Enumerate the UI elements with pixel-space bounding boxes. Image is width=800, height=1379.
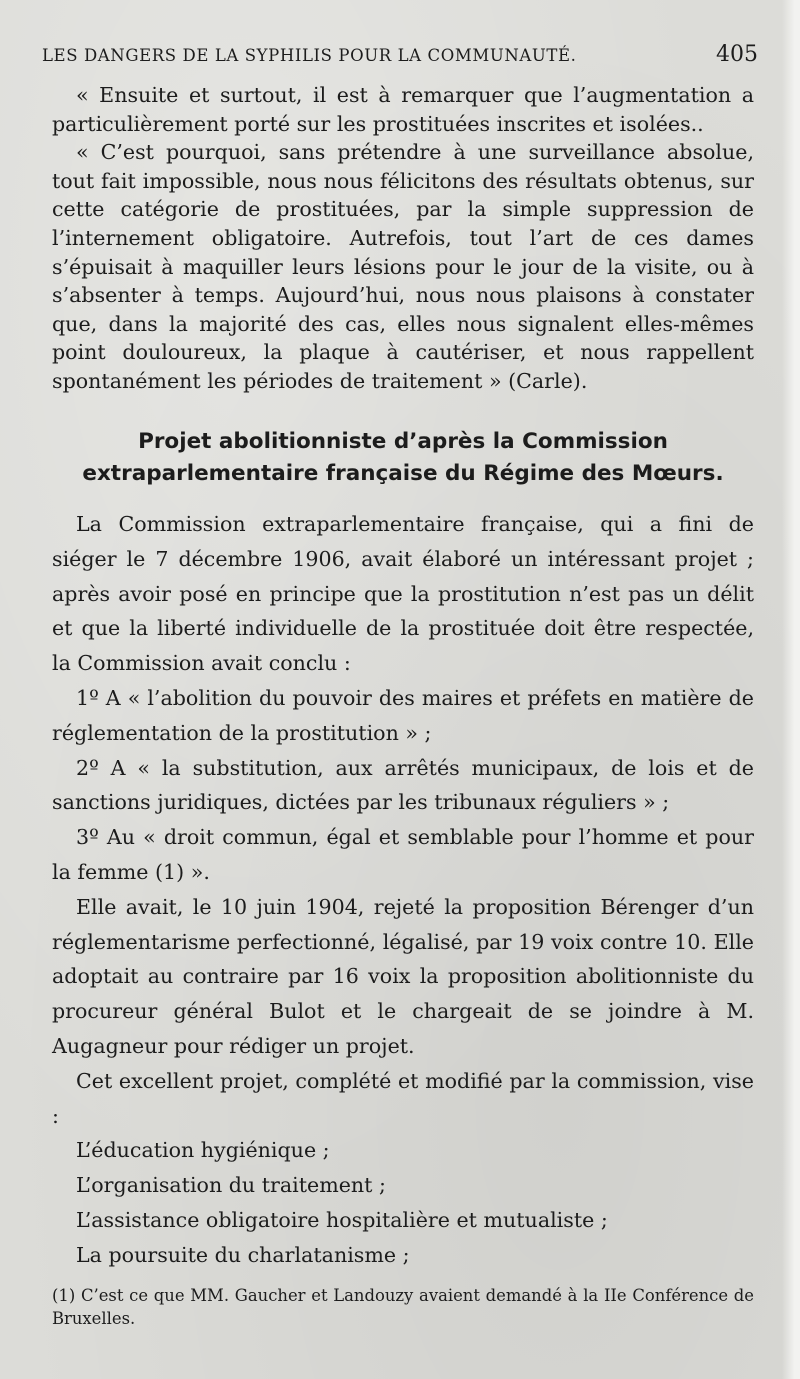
numbered-point: 1º A « l’abolition du pouvoir des maires et préfets en matière de réglementation de la prostitution » ; xyxy=(52,685,754,745)
list-item: L’éducation hygiénique ; xyxy=(76,1138,330,1163)
quote-paragraph: « Ensuite et surtout, il est à remarquer que l’augmentation a particulièrement porté sur les prostituées inscrites et isolées.. xyxy=(52,83,754,136)
numbered-point: 2º A « la substitution, aux arrêtés municipaux, de lois et de sanctions juridiques, dictées par les tribunaux réguliers » ; xyxy=(52,755,754,815)
running-title: LES DANGERS DE LA SYPHILIS POUR LA COMMUNAUTÉ. xyxy=(42,46,577,65)
section-heading-line: Projet abolitionniste d’après la Commission xyxy=(138,429,668,454)
list-item: L’assistance obligatoire hospitalière et mutualiste ; xyxy=(76,1207,608,1232)
body-paragraph: Elle avait, le 10 juin 1904, rejeté la proposition Bérenger d’un réglementarisme perfectionné, légalisé, par 19 voix contre 10. Elle adoptait au contraire par 16 voix la proposition abolitionniste du procureur général Bulot et le chargeait de se joindre à M. Augagneur pour rédiger un projet. xyxy=(52,894,754,1058)
footnote xyxy=(52,1284,754,1330)
quote-paragraph: « C’est pourquoi, sans prétendre à une surveillance absolue, tout fait impossible, nous nous félicitons des résultats obtenus, sur cette catégorie de prostituées, par la simple suppression de l’internement obligatoire. Autrefois, tout l’art de ces dames s’épuisait à maquiller leurs lésions pour le jour de la visite, ou à s’absenter à temps. Aujourd’hui, nous nous plaisons à constater que, dans la majorité des cas, elles nous signalent elles-mêmes point douloureux, la plaque à cautériser, et nous rappellent spontanément les périodes de traitement » (Carle). xyxy=(52,140,754,393)
section-heading-line: extraparlementaire française du Régime des Mœurs. xyxy=(82,461,724,486)
page-number: 405 xyxy=(716,42,758,67)
body-text xyxy=(52,507,754,1273)
body-paragraph: La Commission extraparlementaire française, qui a fini de siéger le 7 décembre 1906, avait élaboré un intéressant projet ; après avoir posé en principe que la prostitution n’est pas un délit et que la liberté individuelle de la prostituée doit être respectée, la Commission avait conclu : xyxy=(52,512,754,676)
list-item: L’organisation du traitement ; xyxy=(76,1173,386,1198)
section-heading xyxy=(52,426,754,490)
quoted-passage xyxy=(52,81,754,396)
body-paragraph: Cet excellent projet, complété et modifié par la commission, vise : xyxy=(52,1068,754,1128)
list-item: La poursuite du charlatanisme ; xyxy=(76,1242,410,1267)
footnote-text: (1) C’est ce que MM. Gaucher et Landouzy avaient demandé à la IIe Conférence de Bruxelles. xyxy=(52,1286,754,1328)
numbered-point: 3º Au « droit commun, égal et semblable pour l’homme et pour la femme (1) ». xyxy=(52,825,754,884)
page-header xyxy=(42,42,758,67)
